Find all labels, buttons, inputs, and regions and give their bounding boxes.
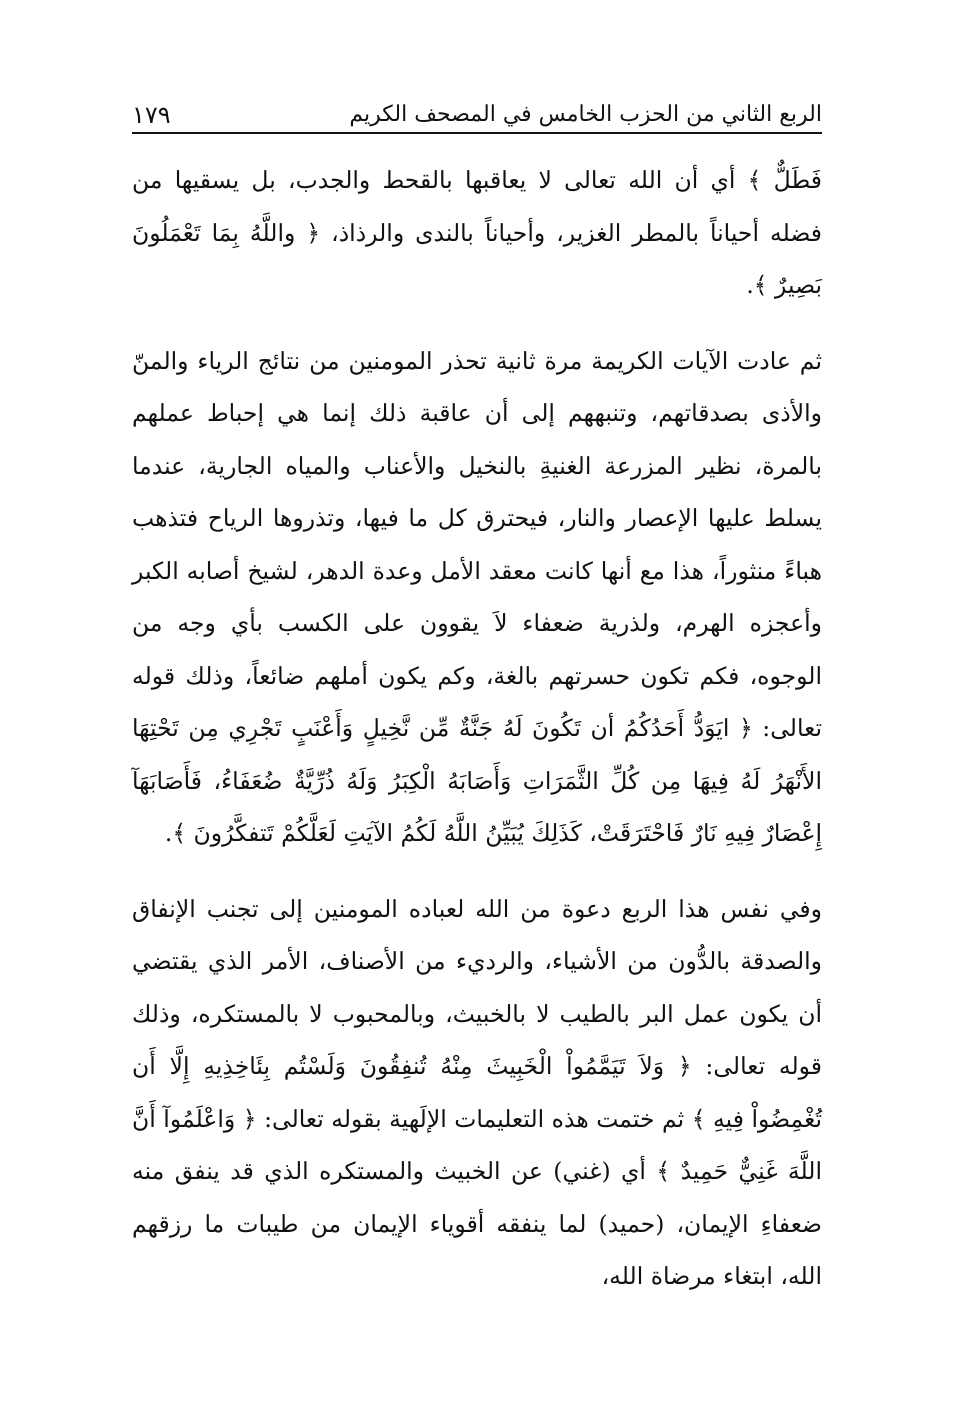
paragraph: وفي نفس هذا الربع دعوة من الله لعباده المومنين إلى تجنب الإنفاق والصدقة بالدُّون من الأشياء، والرديء من الأصناف، الأمر الذي يقتضي أن يكون عمل البر بالطيب لا بالخبيث، وبالمحبوب لا بالمستكره، وذلك قوله تعالى: ﴿ وَلاَ تَيَمَّمُواْ الْخَبِيثَ مِنْهُ تُنفِقُونَ وَلَسْتُم بِئَاخِذِيهِ إِلَّا أَن تُغْمِضُواْ فِيهِ ﴾ ثم ختمت هذه التعليمات الإلَهية بقوله تعالى: ﴿ وَاعْلَمُوآ أَنَّ اللَّهَ غَنِيٌّ حَمِيدٌ ﴾ أي (غني) عن الخبيث والمستكره الذي قد ينفق منه ضعفاءِ الإيمان، (حميد) لما ينفقه أقوياء الإيمان من طيبات ما رزقهم الله، ابتغاء مرضاة الله،: [132, 894, 822, 1290]
page-number: ١٧٩: [132, 101, 171, 129]
body-text: [132, 154, 822, 1303]
paragraph: فَطَلٌّ ﴾ أي أن الله تعالى لا يعاقبها بالقحط والجدب، بل يسقيها من فضله أحياناً بالمطر الغزير، وأحياناً بالندى والرذاذ، ﴿ واللَّهُ بِمَا تَعْمَلُونَ بَصِيرٌ ﴾.: [132, 166, 822, 299]
running-header: [132, 94, 822, 130]
paragraph: ثم عادت الآيات الكريمة مرة ثانية تحذر المومنين من نتائج الرياء والمنّ والأذى بصدقاتهم، وتنبههم إلى أن عاقبة ذلك إنما هي إحباط عملهم بالمرة، نظير المزرعة الغنيةِ بالنخيل والأعناب والمياه الجارية، عندما يسلط عليها الإعصار والنار، فيحترق كل ما فيها، وتذروها الرياح فتذهب هباءً منثوراً، هذا مع أنها كانت معقد الأمل وعدة الدهر، لشيخ أصابه الكبر وأعجزه الهرم، ولذرية ضعفاء لاَ يقوون على الكسب بأي وجه من الوجوه، فكم تكون حسرتهم بالغة، وكم يكون أملهم ضائعاً، وذلك قوله تعالى: ﴿ ايَوَدُّ أَحَدُكُمُ أن تَكُونَ لَهُ جَنَّةٌ مِّن نَّخِيلٍ وَأَعْنَبٍ تَجْرِي مِن تَحْتِهَا الأَنْهَرُ لَهُ فِيهَا مِن كُلِّ الثَّمَرَاتِ وَأَصَابَهُ الْكِبَرُ وَلَهُ ذُرِّيَّةٌ ضُعَفَاءُ، فَأَصَابَهَآ إِعْصَارٌ فِيهِ نَارٌ فَاحْتَرَقَتْ، كَذَلِكَ يُبَيِّنُ اللَّهُ لَكُمُ الآيَتِ لَعَلَّكُمْ تَتفكَّرُونَ ﴾.: [132, 346, 822, 847]
header-rule: [132, 132, 822, 134]
running-title: الربع الثاني من الحزب الخامس في المصحف الكريم: [349, 102, 822, 127]
